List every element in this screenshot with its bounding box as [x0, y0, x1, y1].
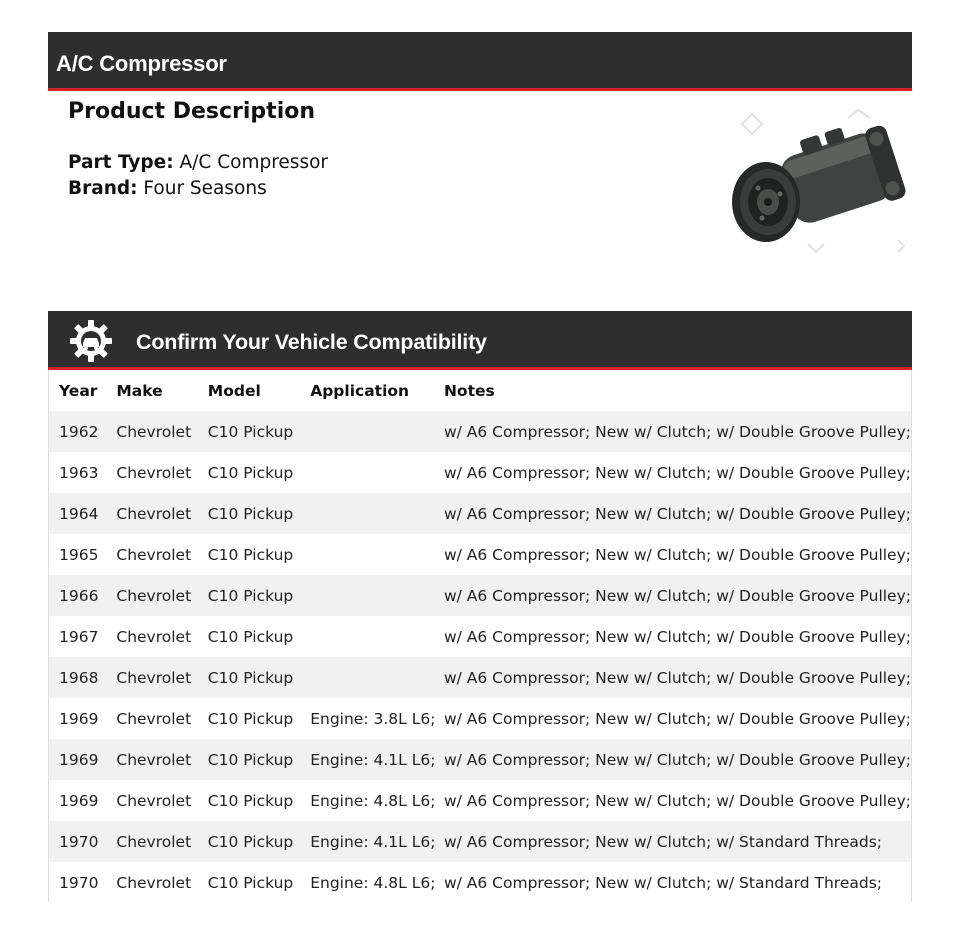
cell-year: 1967	[59, 627, 99, 646]
cell-year: 1969	[59, 709, 99, 728]
cell-application: Engine: 4.1L L6;	[310, 832, 436, 851]
compatibility-title: Confirm Your Vehicle Compatibility	[136, 330, 487, 354]
cell-model: C10 Pickup	[207, 627, 294, 646]
spec-part-type	[68, 150, 328, 176]
cell-model: C10 Pickup	[207, 586, 294, 605]
spec-list	[68, 150, 328, 202]
brand-value: Four Seasons	[143, 178, 267, 199]
cell-notes: w/ A6 Compressor; New w/ Clutch; w/ Double Groove Pulley;	[443, 791, 911, 810]
cell-application: Engine: 4.8L L6;	[310, 873, 436, 892]
col-header-model: Model	[207, 381, 261, 400]
cell-application	[310, 452, 444, 493]
table-row	[49, 739, 911, 780]
cell-application: Engine: 3.8L L6;	[310, 709, 436, 728]
cell-year: 1970	[59, 832, 99, 851]
cell-model: C10 Pickup	[207, 463, 294, 482]
cell-application	[310, 657, 444, 698]
cell-application	[310, 534, 444, 575]
ac-compressor-image	[728, 104, 912, 264]
compatibility-header-bar	[48, 311, 912, 370]
cell-model: C10 Pickup	[207, 668, 294, 687]
cell-model: C10 Pickup	[207, 545, 294, 564]
table-row	[49, 575, 911, 616]
spec-brand	[68, 176, 328, 202]
cell-notes: w/ A6 Compressor; New w/ Clutch; w/ Double Groove Pulley;	[443, 709, 911, 728]
cell-year: 1963	[59, 463, 99, 482]
table-row	[49, 616, 911, 657]
cell-application	[310, 575, 444, 616]
cell-notes: w/ A6 Compressor; New w/ Clutch; w/ Standard Threads;	[443, 873, 882, 892]
cell-notes: w/ A6 Compressor; New w/ Clutch; w/ Double Groove Pulley;	[443, 668, 911, 687]
part-type-value: A/C Compressor	[179, 152, 329, 173]
table-row	[49, 493, 911, 534]
description-heading: Product Description	[68, 99, 316, 124]
cell-notes: w/ A6 Compressor; New w/ Clutch; w/ Double Groove Pulley;	[443, 463, 911, 482]
cell-application	[310, 493, 444, 534]
cell-make: Chevrolet	[116, 873, 192, 892]
cell-model: C10 Pickup	[207, 504, 294, 523]
cell-notes: w/ A6 Compressor; New w/ Clutch; w/ Double Groove Pulley;	[443, 627, 911, 646]
gear-car-icon	[69, 319, 113, 363]
table-row	[49, 698, 911, 739]
cell-make: Chevrolet	[116, 422, 192, 441]
col-header-application: Application	[310, 381, 410, 400]
cell-make: Chevrolet	[116, 504, 192, 523]
cell-make: Chevrolet	[116, 586, 192, 605]
cell-year: 1966	[59, 586, 99, 605]
cell-make: Chevrolet	[116, 791, 192, 810]
compatibility-table-wrap	[48, 370, 912, 902]
table-header-row	[49, 370, 911, 411]
compatibility-table	[49, 370, 911, 903]
cell-make: Chevrolet	[116, 832, 192, 851]
cell-make: Chevrolet	[116, 545, 192, 564]
cell-notes: w/ A6 Compressor; New w/ Clutch; w/ Standard Threads;	[443, 832, 882, 851]
table-row	[49, 862, 911, 903]
table-row	[49, 657, 911, 698]
cell-make: Chevrolet	[116, 709, 192, 728]
col-header-notes: Notes	[443, 381, 495, 400]
table-row	[49, 821, 911, 862]
compatibility-table-body	[49, 411, 911, 903]
cell-make: Chevrolet	[116, 627, 192, 646]
product-description	[68, 96, 328, 202]
cell-notes: w/ A6 Compressor; New w/ Clutch; w/ Double Groove Pulley;	[443, 422, 911, 441]
cell-notes: w/ A6 Compressor; New w/ Clutch; w/ Double Groove Pulley;	[443, 586, 911, 605]
cell-year: 1970	[59, 873, 99, 892]
cell-application	[310, 616, 444, 657]
table-row	[49, 780, 911, 821]
cell-year: 1969	[59, 791, 99, 810]
cell-model: C10 Pickup	[207, 791, 294, 810]
cell-make: Chevrolet	[116, 668, 192, 687]
brand-label: Brand:	[68, 178, 138, 199]
product-header-bar	[48, 32, 912, 91]
cell-notes: w/ A6 Compressor; New w/ Clutch; w/ Double Groove Pulley;	[443, 750, 911, 769]
cell-model: C10 Pickup	[207, 832, 294, 851]
cell-application: Engine: 4.1L L6;	[310, 750, 436, 769]
cell-application: Engine: 4.8L L6;	[310, 791, 436, 810]
table-row	[49, 534, 911, 575]
cell-notes: w/ A6 Compressor; New w/ Clutch; w/ Double Groove Pulley;	[443, 504, 911, 523]
cell-model: C10 Pickup	[207, 422, 294, 441]
cell-make: Chevrolet	[116, 463, 192, 482]
cell-year: 1962	[59, 422, 99, 441]
product-header-title: A/C Compressor	[56, 51, 227, 76]
cell-notes: w/ A6 Compressor; New w/ Clutch; w/ Double Groove Pulley;	[443, 545, 911, 564]
col-header-year: Year	[59, 381, 98, 400]
cell-make: Chevrolet	[116, 750, 192, 769]
cell-application	[310, 411, 444, 452]
cell-year: 1964	[59, 504, 99, 523]
col-header-make: Make	[116, 381, 163, 400]
cell-model: C10 Pickup	[207, 873, 294, 892]
table-row	[49, 411, 911, 452]
cell-year: 1969	[59, 750, 99, 769]
cell-year: 1965	[59, 545, 99, 564]
part-type-label: Part Type:	[68, 152, 174, 173]
cell-model: C10 Pickup	[207, 709, 294, 728]
cell-year: 1968	[59, 668, 99, 687]
cell-model: C10 Pickup	[207, 750, 294, 769]
table-row	[49, 452, 911, 493]
